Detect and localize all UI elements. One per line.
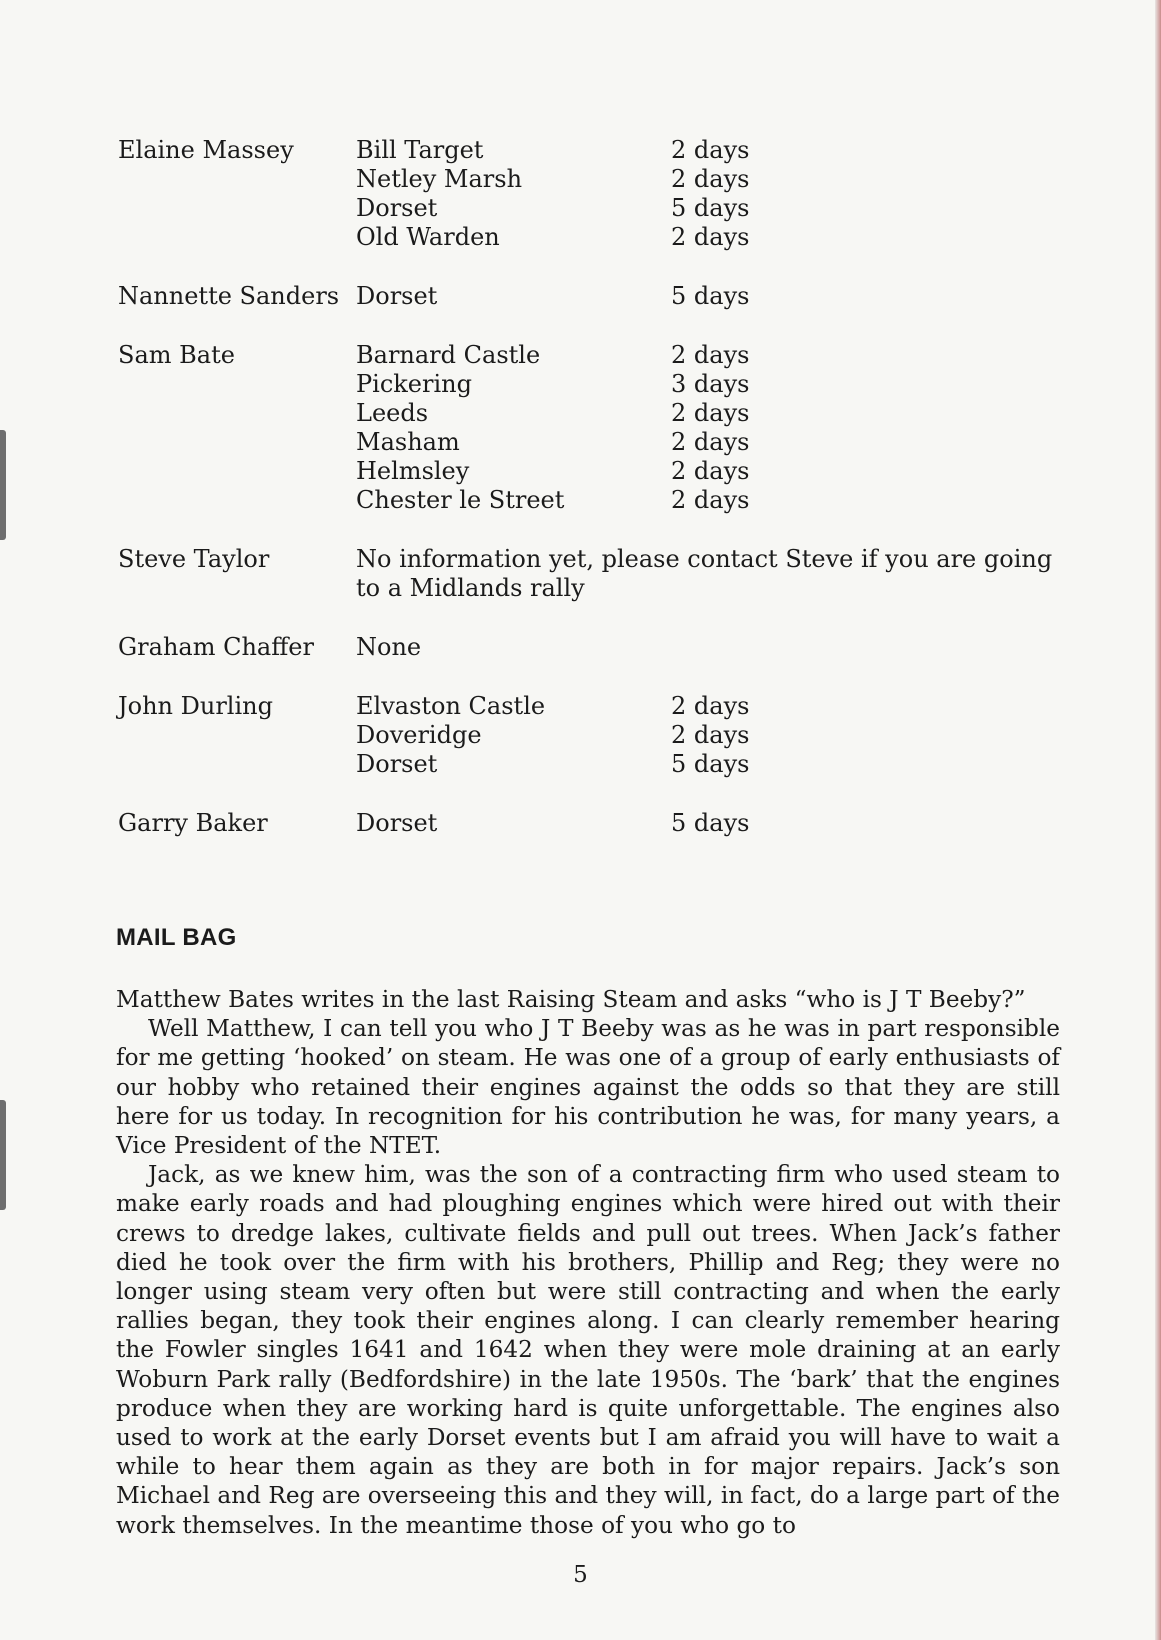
- rally-name: Doveridge: [356, 721, 482, 749]
- schedule-group: [118, 633, 1078, 662]
- volunteer-name: [118, 750, 356, 779]
- volunteer-name: [118, 194, 356, 223]
- rally-days: 5 days: [671, 750, 750, 778]
- rally-days: 2 days: [671, 223, 750, 251]
- schedule-group: [118, 341, 1078, 515]
- rally-name: Chester le Street: [356, 486, 565, 514]
- schedule-row: [118, 809, 1078, 838]
- schedule-row: [118, 165, 1078, 194]
- volunteer-name: [118, 399, 356, 428]
- rally-name: Dorset: [356, 750, 438, 778]
- mailbag-article: [116, 985, 1060, 1540]
- rally-days: 2 days: [671, 341, 750, 369]
- rally-name: Dorset: [356, 194, 438, 222]
- schedule-group: [118, 809, 1078, 838]
- volunteer-name: Sam Bate: [118, 341, 235, 369]
- schedule-group: [118, 282, 1078, 311]
- volunteer-name: [118, 370, 356, 399]
- rally-days: 5 days: [671, 809, 750, 837]
- schedule-row: [118, 399, 1078, 428]
- rally-days: 2 days: [671, 165, 750, 193]
- binding-mark: [0, 430, 6, 540]
- section-heading: MAIL BAG: [116, 924, 237, 951]
- volunteer-name: Steve Taylor: [118, 545, 270, 573]
- rally-days: 2 days: [671, 486, 750, 514]
- rally-name: Leeds: [356, 399, 429, 427]
- binding-mark: [0, 1100, 6, 1210]
- volunteer-name: [118, 721, 356, 750]
- rally-days: 2 days: [671, 692, 750, 720]
- volunteer-name: [118, 457, 356, 486]
- rally-days: 2 days: [671, 457, 750, 485]
- article-paragraph: Well Matthew, I can tell you who J T Beeby was as he was in part responsible for me getting ‘hooked’ on steam. He was one of a group of early enthusiasts of our hobby who retained their engines against the odds so that they are still here for us today. In recognition for his contribution he was, for many years, a Vice President of the NTET.: [116, 1015, 1060, 1160]
- schedule-row: [118, 633, 1078, 662]
- schedule-row: [118, 341, 1078, 370]
- schedule-row: [118, 136, 1078, 165]
- volunteer-name: Graham Chaffer: [118, 633, 314, 661]
- rally-name: Bill Target: [356, 136, 484, 164]
- volunteer-name: [118, 486, 356, 515]
- volunteer-name: Garry Baker: [118, 809, 268, 837]
- rally-name: Dorset: [356, 809, 438, 837]
- volunteer-name: Elaine Massey: [118, 136, 294, 164]
- rally-days: 2 days: [671, 136, 750, 164]
- rally-name: Netley Marsh: [356, 165, 523, 193]
- schedule-row: [118, 486, 1078, 515]
- rally-days: 2 days: [671, 428, 750, 456]
- rally-days: 2 days: [671, 399, 750, 427]
- volunteer-name: [118, 165, 356, 194]
- volunteer-name: John Durling: [118, 692, 273, 720]
- volunteer-name: Nannette Sanders: [118, 282, 340, 310]
- schedule-row: [118, 692, 1078, 721]
- schedule-row: [118, 457, 1078, 486]
- schedule-row: [118, 428, 1078, 457]
- volunteer-name: [118, 223, 356, 252]
- article-paragraph: Jack, as we knew him, was the son of a contracting firm who used steam to make early roads and had ploughing engines which were hired out with their crews to dredge lakes, cultivate fields and pull out trees. When Jack’s father died he took over the firm with his brothers, Phillip and Reg; they were no longer using steam very often but were still contracting and when the early rallies began, they took their engines along. I can clearly remember hearing the Fowler singles 1641 and 1642 when they were mole draining at an early Woburn Park rally (Bedfordshire) in the late 1950s. The ‘bark’ that the engines produce when they are working hard is quite unforgettable. The engines also used to work at the early Dorset events but I am afraid you will have to wait a while to hear them again as they are both in for major repairs. Jack’s son Michael and Reg are overseeing this and they will, in fact, do a large part of the work themselves. In the meantime those of you who go to: [116, 1161, 1060, 1539]
- schedule-row: [118, 282, 1078, 311]
- schedule-row: [118, 223, 1078, 252]
- volunteer-name: [118, 428, 356, 457]
- rally-days: 2 days: [671, 721, 750, 749]
- schedule-note: No information yet, please contact Steve if you are going to a Midlands rally: [356, 545, 1053, 602]
- rally-name: Barnard Castle: [356, 341, 541, 369]
- schedule-row: [118, 194, 1078, 223]
- rally-name: Pickering: [356, 370, 472, 398]
- rally-name: None: [356, 633, 422, 661]
- schedule-row: [118, 545, 1078, 603]
- page-edge: [1155, 0, 1161, 1640]
- schedule-group: [118, 136, 1078, 252]
- rally-schedule: [118, 136, 1078, 868]
- schedule-row: [118, 370, 1078, 399]
- rally-days: 5 days: [671, 194, 750, 222]
- page-number: 5: [573, 1562, 588, 1588]
- article-paragraph: Matthew Bates writes in the last Raising Steam and asks “who is J T Beeby?”: [116, 986, 1026, 1013]
- schedule-row: [118, 721, 1078, 750]
- schedule-group: [118, 692, 1078, 779]
- rally-days: 5 days: [671, 282, 750, 310]
- rally-days: 3 days: [671, 370, 750, 398]
- rally-name: Elvaston Castle: [356, 692, 546, 720]
- rally-name: Dorset: [356, 282, 438, 310]
- rally-name: Old Warden: [356, 223, 500, 251]
- rally-name: Helmsley: [356, 457, 470, 485]
- schedule-group: [118, 545, 1078, 603]
- rally-name: Masham: [356, 428, 460, 456]
- schedule-row: [118, 750, 1078, 779]
